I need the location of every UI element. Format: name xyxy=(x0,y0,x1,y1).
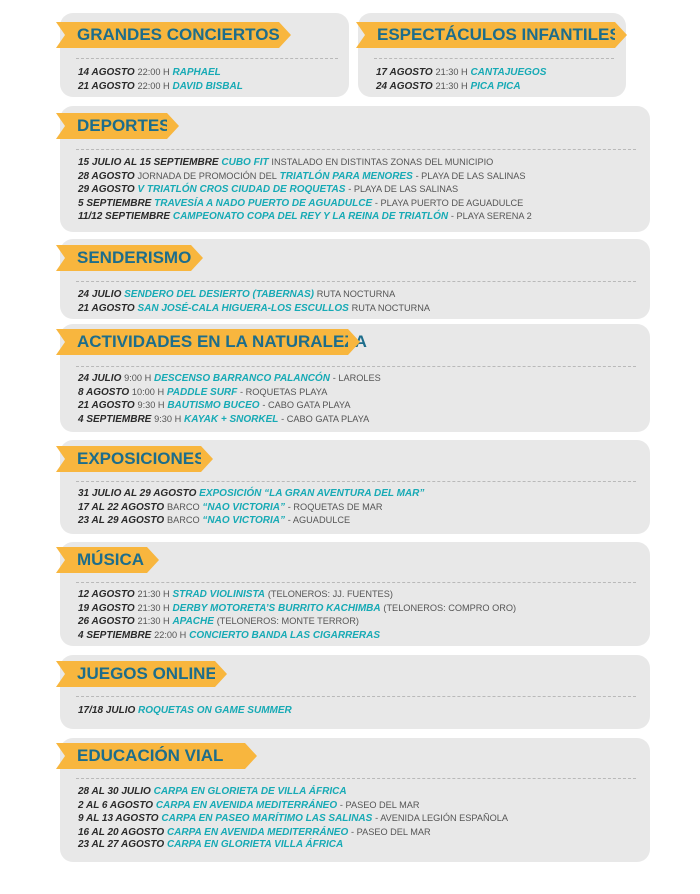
event-row xyxy=(78,488,424,501)
event-row xyxy=(78,80,243,94)
divider xyxy=(76,696,636,697)
event-time: 21:30 H xyxy=(137,602,170,613)
event-list-espectaculos-infantiles xyxy=(376,66,546,93)
event-date: 21 AGOSTO xyxy=(78,80,135,92)
event-name: “NAO VICTORIA” xyxy=(202,501,286,513)
event-time: 21:30 H xyxy=(137,616,170,627)
event-date: 23 AL 27 AGOSTO xyxy=(78,839,165,851)
event-list-educacion-vial xyxy=(78,786,508,852)
event-name: DESCENSO BARRANCO PALANCÓN xyxy=(154,373,330,384)
divider xyxy=(76,481,636,482)
event-date: 24 AGOSTO xyxy=(376,80,433,92)
event-row xyxy=(78,372,381,386)
event-place: - ROQUETAS PLAYA xyxy=(240,386,328,397)
event-time: BARCO xyxy=(166,515,200,526)
event-name: CAMPEONATO COPA DEL REY Y LA REINA DE TRIATLÓN xyxy=(172,211,449,223)
event-place: - ROQUETAS DE MAR xyxy=(287,501,383,512)
event-time: 9:00 H xyxy=(124,373,152,383)
event-place: INSTALADO EN DISTINTAS ZONAS DEL MUNICIPIO xyxy=(271,157,494,167)
divider xyxy=(76,778,636,779)
section-title-espectaculos-infantiles: ESPECTÁCULOS INFANTILES xyxy=(365,22,615,48)
event-row xyxy=(78,501,424,515)
event-name: “NAO VICTORIA” xyxy=(202,515,286,527)
event-place: - AVENIDA LEGIÓN ESPAÑOLA xyxy=(375,813,509,824)
event-date: 29 AGOSTO xyxy=(78,184,135,196)
event-date: 12 AGOSTO xyxy=(78,589,135,600)
event-date: 4 SEPTIEMBRE xyxy=(78,629,152,641)
divider xyxy=(374,58,614,59)
event-list-senderismo xyxy=(78,288,430,315)
event-list-juegos-online xyxy=(78,705,292,718)
event-date: 16 AL 20 AGOSTO xyxy=(78,826,165,838)
event-date: 26 AGOSTO xyxy=(78,616,135,628)
event-date: 24 JULIO xyxy=(78,289,122,300)
event-name: CUBO FIT xyxy=(221,157,269,168)
event-row xyxy=(78,812,508,826)
section-title-grandes-conciertos: GRANDES CONCIERTOS xyxy=(65,22,279,48)
event-name: PADDLE SURF xyxy=(166,386,238,398)
event-time: 21:30 H xyxy=(435,67,468,77)
event-name: BAUTISMO BUCEO xyxy=(167,400,260,412)
event-row xyxy=(78,156,532,170)
event-row xyxy=(78,588,516,602)
event-place: - CABO GATA PLAYA xyxy=(262,400,351,411)
event-list-deportes xyxy=(78,156,532,224)
event-name: CARPA EN GLORIETA VILLA ÁFRICA xyxy=(166,839,344,851)
event-row xyxy=(78,183,532,197)
event-name: CARPA EN PASEO MARÍTIMO LAS SALINAS xyxy=(161,813,373,825)
section-title-musica: MÚSICA xyxy=(65,547,147,573)
event-name: TRAVESÍA A NADO PUERTO DE AGUADULCE xyxy=(154,197,373,209)
event-time: 22:00 H xyxy=(154,629,187,640)
divider xyxy=(76,582,636,583)
event-date: 21 AGOSTO xyxy=(78,400,135,412)
event-row xyxy=(78,786,508,799)
event-name: APACHE xyxy=(172,616,214,628)
event-place: (TELONEROS: JJ. FUENTES) xyxy=(267,589,393,599)
event-row xyxy=(78,399,381,413)
event-name: STRAD VIOLINISTA xyxy=(172,589,266,600)
event-place: - PLAYA DE LAS SALINAS xyxy=(348,184,459,195)
event-place: RUTA NOCTURNA xyxy=(351,302,430,313)
event-name: CARPA EN GLORIETA DE VILLA ÁFRICA xyxy=(153,786,347,797)
event-date: 24 JULIO xyxy=(78,373,122,384)
divider xyxy=(76,366,636,367)
event-name: TRIATLÓN PARA MENORES xyxy=(279,170,413,182)
event-time: 21:30 H xyxy=(435,80,468,91)
section-title-exposiciones: EXPOSICIONES xyxy=(65,446,201,472)
event-row xyxy=(78,826,508,840)
event-date: 11/12 SEPTIEMBRE xyxy=(78,211,171,223)
event-name: CARPA EN AVENIDA MEDITERRÁNEO xyxy=(166,826,349,838)
event-time: JORNADA DE PROMOCIÓN DEL xyxy=(137,170,277,181)
divider xyxy=(76,149,636,150)
divider xyxy=(76,58,338,59)
section-title-juegos-online: JUEGOS ONLINE xyxy=(65,661,215,687)
event-time: 21:30 H xyxy=(137,589,170,599)
event-list-actividades-naturaleza xyxy=(78,372,381,426)
event-name: CONCIERTO BANDA LAS CIGARRERAS xyxy=(189,629,381,641)
event-name: KAYAK + SNORKEL xyxy=(184,413,279,425)
event-name: CARPA EN AVENIDA MEDITERRÁNEO xyxy=(155,799,338,811)
event-date: 23 AL 29 AGOSTO xyxy=(78,515,165,527)
event-time: 22:00 H xyxy=(137,80,170,91)
event-date: 14 AGOSTO xyxy=(78,67,135,78)
event-name: V TRIATLÓN CROS CIUDAD DE ROQUETAS xyxy=(137,184,346,196)
event-row xyxy=(78,170,532,184)
event-place: - PLAYA PUERTO DE AGUADULCE xyxy=(374,197,524,208)
event-row xyxy=(78,705,292,718)
event-row xyxy=(78,66,243,80)
event-place: (TELONEROS: MONTE TERROR) xyxy=(216,616,359,627)
event-row xyxy=(78,197,532,211)
event-date: 19 AGOSTO xyxy=(78,602,135,614)
event-row xyxy=(78,629,516,643)
event-date: 5 SEPTIEMBRE xyxy=(78,197,152,209)
section-title-senderismo: SENDERISMO xyxy=(65,245,191,271)
event-row xyxy=(78,839,508,852)
event-date: 17 AL 22 AGOSTO xyxy=(78,501,165,513)
event-place: - PLAYA DE LAS SALINAS xyxy=(415,170,526,181)
event-name: DAVID BISBAL xyxy=(172,80,243,92)
section-title-educacion-vial: EDUCACIÓN VIAL xyxy=(65,743,245,769)
event-list-exposiciones xyxy=(78,488,424,528)
event-time: BARCO xyxy=(166,501,200,512)
event-row xyxy=(78,302,430,316)
event-row xyxy=(78,386,381,400)
event-name: SENDERO DEL DESIERTO (TABERNAS) xyxy=(124,289,314,300)
event-row xyxy=(78,799,508,813)
event-name: SAN JOSÉ-CALA HIGUERA-LOS ESCULLOS xyxy=(137,302,349,314)
event-time: 9:30 H xyxy=(137,400,165,411)
event-name: CANTAJUEGOS xyxy=(470,67,547,78)
event-date: 31 JULIO AL 29 AGOSTO xyxy=(78,488,197,499)
event-row xyxy=(78,514,424,528)
event-date: 15 JULIO AL 15 SEPTIEMBRE xyxy=(78,157,219,168)
event-time: 22:00 H xyxy=(137,67,170,77)
section-title-deportes: DEPORTES xyxy=(65,113,167,139)
event-date: 21 AGOSTO xyxy=(78,302,135,314)
event-row xyxy=(78,602,516,616)
event-name: EXPOSICIÓN “LA GRAN AVENTURA DEL MAR” xyxy=(199,488,425,499)
event-place: RUTA NOCTURNA xyxy=(316,289,396,299)
event-row xyxy=(376,66,546,80)
event-date: 8 AGOSTO xyxy=(78,386,130,398)
event-place: - PLAYA SERENA 2 xyxy=(450,211,532,222)
event-place: - CABO GATA PLAYA xyxy=(281,413,370,424)
event-date: 17/18 JULIO xyxy=(78,705,136,716)
event-place: - PASEO DEL MAR xyxy=(351,826,431,837)
divider xyxy=(76,281,636,282)
event-name: ROQUETAS ON GAME SUMMER xyxy=(138,705,292,716)
event-date: 17 AGOSTO xyxy=(376,67,433,78)
event-row xyxy=(78,210,532,224)
event-date: 28 AL 30 JULIO xyxy=(78,786,151,797)
event-row xyxy=(78,413,381,427)
event-place: - PASEO DEL MAR xyxy=(339,799,420,810)
event-time: 10:00 H xyxy=(131,386,165,397)
event-place: - LAROLES xyxy=(332,373,381,383)
event-date: 4 SEPTIEMBRE xyxy=(78,413,152,425)
event-time: 9:30 H xyxy=(154,413,182,424)
event-date: 2 AL 6 AGOSTO xyxy=(78,799,154,811)
section-title-actividades-naturaleza: ACTIVIDADES EN LA NATURALEZA xyxy=(65,329,348,355)
event-place: (TELONEROS: COMPRO ORO) xyxy=(383,602,517,613)
event-list-grandes-conciertos xyxy=(78,66,243,93)
event-list-musica xyxy=(78,588,516,642)
event-date: 9 AL 13 AGOSTO xyxy=(78,813,159,825)
event-row xyxy=(376,80,546,94)
event-name: RAPHAEL xyxy=(172,67,221,78)
event-date: 28 AGOSTO xyxy=(78,170,135,182)
event-name: PICA PICA xyxy=(470,80,521,92)
event-name: DERBY MOTORETA’S BURRITO KACHIMBA xyxy=(172,602,381,614)
event-row xyxy=(78,615,516,629)
event-row xyxy=(78,288,430,302)
event-place: - AGUADULCE xyxy=(287,515,351,526)
